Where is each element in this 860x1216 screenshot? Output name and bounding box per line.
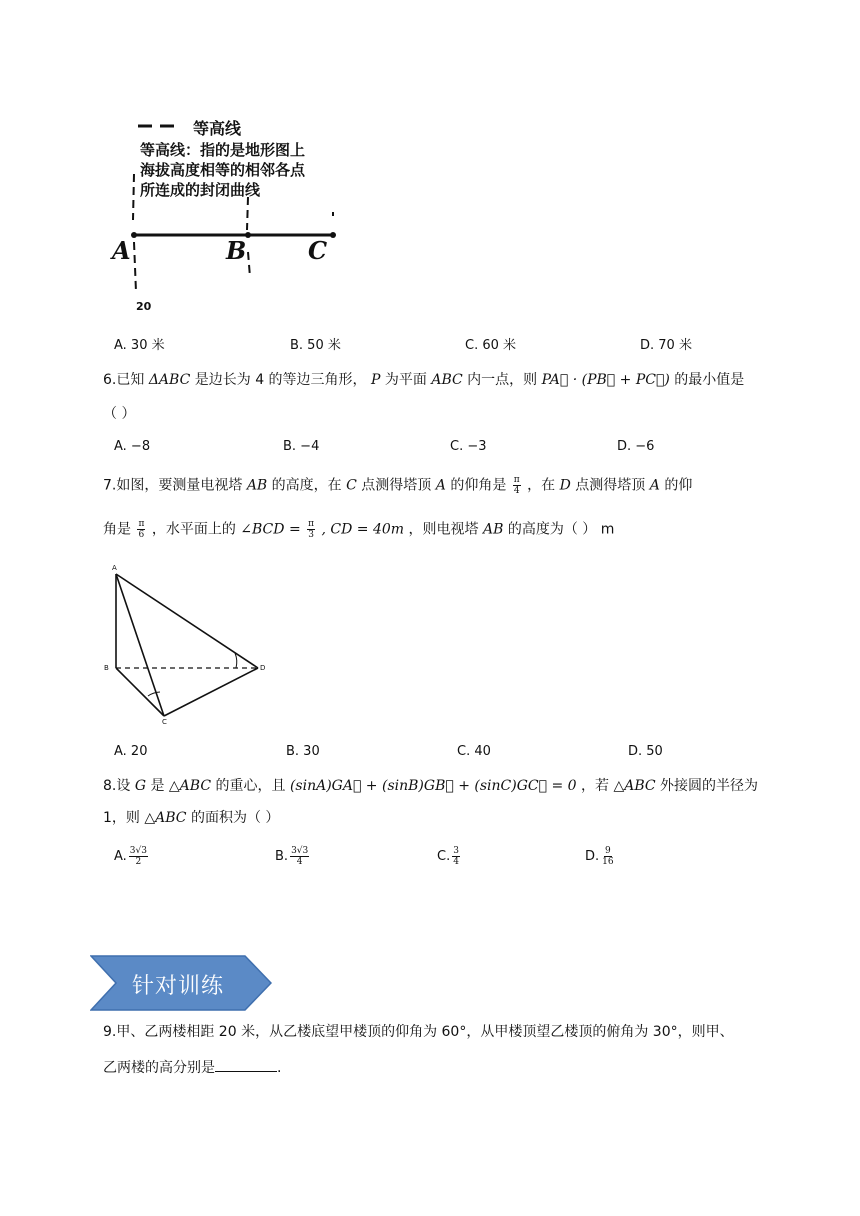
q8-math-triangle: △ABC [168, 778, 212, 794]
label-20: 20 [136, 300, 152, 313]
label-a: A [112, 236, 131, 265]
option-label: C. [437, 849, 451, 864]
q9-text: 乙两楼的高分别是 [103, 1060, 215, 1076]
contour-figure [108, 112, 348, 322]
q8-math-g: G [134, 778, 146, 794]
q7-option-a[interactable]: A. 20 [114, 744, 148, 759]
q7-math-cd: , CD = 40m [321, 521, 405, 538]
q7-option-c[interactable]: C. 40 [457, 744, 491, 759]
q5-option-c[interactable]: C. 60 米 [465, 338, 517, 353]
point-c [330, 232, 336, 238]
definition-line-3: 所连成的封闭曲线 [140, 181, 261, 199]
fraction-numerator: π [138, 519, 145, 529]
definition-line-2: 海拔高度相等的相邻各点 [140, 161, 306, 179]
tower-diagram [100, 560, 270, 730]
q8-option-d[interactable] [585, 846, 617, 867]
q7-text: ，水平面上的 [151, 521, 236, 538]
fraction-denominator: 6 [138, 530, 145, 540]
label-b: B [226, 236, 247, 265]
q8-line-1 [103, 776, 758, 796]
contour-line-a-top [133, 174, 134, 220]
definition-line-1: 等高线：指的是地形图上 [140, 141, 306, 159]
fraction-numerator: 3√3 [129, 846, 147, 856]
option-fraction [129, 846, 148, 867]
q7-fraction-pi-over-3 [307, 519, 315, 540]
point-a [131, 232, 137, 238]
fig-label-d: D [260, 664, 266, 672]
q6-option-a[interactable]: A. −8 [114, 439, 151, 454]
q7-fraction-pi-over-6 [137, 519, 145, 540]
q7-math-ab: AB [246, 477, 268, 494]
q7-number: 7. [103, 477, 117, 494]
fraction-denominator: 4 [453, 857, 459, 867]
q6-text: 的最小值是 [674, 372, 745, 388]
q8-text: 1，则 [103, 810, 140, 826]
fraction-denominator: 3 [308, 530, 314, 540]
q6-text: 是边长为 4 的等边三角形， [194, 372, 367, 388]
q7-text: 的仰 [664, 477, 693, 494]
q8-text: 设 [116, 778, 131, 794]
legend-title: 等高线 [193, 119, 242, 138]
q7-text: 点测得塔顶 [361, 477, 432, 494]
fraction-numerator: 9 [605, 846, 611, 856]
fraction-denominator: 16 [602, 857, 614, 867]
option-fraction [290, 846, 309, 867]
q7-text: 点测得塔顶 [575, 477, 646, 494]
q7-text: 的仰角是 [450, 477, 507, 494]
contour-line-a-bottom [134, 242, 136, 292]
contour-line-b-top [247, 197, 248, 230]
edge-ac [116, 574, 164, 716]
q8-text: 是 [150, 778, 165, 794]
contour-definition [140, 140, 305, 200]
q7-text: 的高度，在 [271, 477, 342, 494]
fig-label-c: C [162, 718, 167, 726]
q7-math-d: D [559, 477, 571, 494]
fraction-numerator: π [513, 475, 520, 485]
q7-text: ，则电视塔 [408, 521, 479, 538]
label-c: C [308, 236, 328, 265]
option-label: B. [275, 849, 289, 864]
q7-math-a: A [435, 477, 446, 494]
q7-text: 如图，要测量电视塔 [116, 477, 243, 494]
q6-line-1 [103, 370, 744, 390]
q6-text: 内一点，则 [467, 372, 538, 388]
q7-text: ，在 [527, 477, 556, 494]
angle-arc-d [235, 653, 237, 668]
q7-line-1 [103, 475, 692, 496]
fraction-denominator: 2 [135, 857, 142, 867]
q8-math-triangle: △ABC [144, 810, 187, 826]
edge-ad [116, 574, 258, 668]
q8-text: 的面积为（ ） [190, 810, 280, 826]
fraction-denominator: 4 [296, 857, 303, 867]
q7-text: 的高度为（ ） m [507, 521, 615, 538]
q6-line-2: （ ） [103, 406, 136, 422]
q8-math-equation: (sinA)GA⃗ + (sinB)GB⃗ + (sinC)GC⃗ = 0 [289, 778, 577, 794]
q8-text: 的重心，且 [215, 778, 286, 794]
fraction-numerator: π [308, 519, 315, 529]
fig-label-b: B [104, 664, 109, 672]
q8-text: ，若 [581, 778, 609, 794]
q7-option-b[interactable]: B. 30 [286, 744, 320, 759]
q7-fraction-pi-over-4 [513, 475, 521, 496]
q7-math-ab: AB [482, 521, 504, 538]
q6-math-p: P [371, 372, 381, 388]
q5-option-d[interactable]: D. 70 米 [640, 338, 692, 353]
q9-line-1: 9.甲、乙两楼相距 20 米，从乙楼底望甲楼顶的仰角为 60°，从甲楼顶望乙楼顶的俯角为 30°，则甲、 [103, 1024, 734, 1040]
q8-math-triangle: △ABC [613, 778, 656, 794]
option-fraction [452, 846, 460, 867]
fraction-numerator: 3 [453, 846, 459, 856]
q8-option-c[interactable] [437, 846, 462, 867]
answer-blank[interactable] [215, 1057, 277, 1072]
q6-math-vector-expr: PA⃗ · (PB⃗ + PC⃗) [541, 372, 670, 388]
q7-math-angle: ∠BCD = [240, 521, 301, 538]
q8-number: 8. [103, 778, 117, 794]
q7-math-c: C [346, 477, 357, 494]
q6-number: 6. [103, 372, 117, 388]
fraction-denominator: 4 [513, 486, 520, 496]
q6-math-abc: ABC [431, 372, 463, 388]
q9-line-2 [103, 1057, 281, 1078]
option-label: D. [585, 849, 600, 864]
q8-line-2 [103, 808, 279, 828]
q6-text: 为平面 [384, 372, 427, 388]
q7-line-2 [103, 519, 614, 540]
q5-option-a[interactable]: A. 30 米 [114, 338, 165, 353]
q7-math-a: A [649, 477, 660, 494]
q8-option-b[interactable] [275, 846, 311, 867]
fraction-numerator: 3√3 [291, 846, 309, 856]
q7-figure [100, 560, 270, 730]
angle-arc-c [148, 692, 160, 696]
q7-option-d[interactable]: D. 50 [628, 744, 663, 759]
q6-text: 已知 [116, 372, 145, 388]
banner-label: 针对训练 [132, 974, 225, 999]
q6-option-b[interactable]: B. −4 [283, 439, 320, 454]
q8-text: 外接圆的半径为 [660, 778, 759, 794]
q7-text: 角是 [103, 521, 131, 538]
q6-option-d[interactable]: D. −6 [617, 439, 655, 454]
q5-option-b[interactable]: B. 50 米 [290, 338, 341, 353]
section-banner [90, 955, 272, 1011]
contour-line-b-bottom [248, 252, 250, 277]
q6-math-triangle: ΔABC [148, 372, 191, 388]
option-fraction [601, 846, 614, 867]
q9-text: . [277, 1060, 282, 1076]
q8-option-a[interactable] [114, 846, 150, 867]
option-label: A. [114, 849, 127, 864]
q6-option-c[interactable]: C. −3 [450, 439, 487, 454]
edge-cd [164, 668, 258, 716]
fig-label-a: A [112, 564, 117, 572]
